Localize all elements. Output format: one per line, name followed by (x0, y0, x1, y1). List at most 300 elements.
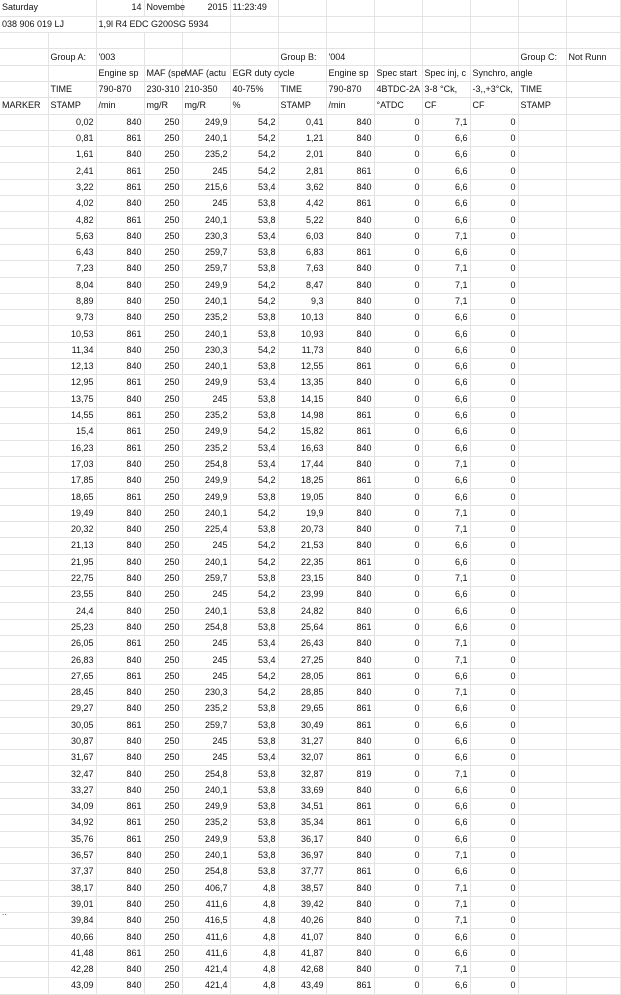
value-cell[interactable]: 4,02 (48, 196, 96, 212)
value-cell[interactable]: 53,4 (230, 179, 278, 195)
value-cell[interactable]: 861 (326, 244, 374, 260)
value-cell[interactable]: 41,07 (278, 929, 326, 945)
value-cell[interactable]: 250 (144, 962, 182, 978)
value-cell[interactable]: 17,03 (48, 456, 96, 472)
empty-cell[interactable] (518, 619, 566, 635)
empty-cell[interactable] (518, 424, 566, 440)
value-cell[interactable]: 0 (374, 196, 422, 212)
empty-cell[interactable] (0, 310, 48, 326)
value-cell[interactable]: 4,8 (230, 962, 278, 978)
empty-cell[interactable] (0, 163, 48, 179)
value-cell[interactable]: 53,8 (230, 391, 278, 407)
empty-cell[interactable] (566, 603, 620, 619)
value-cell[interactable]: 53,8 (230, 326, 278, 342)
value-cell[interactable]: 7,1 (422, 652, 470, 668)
value-cell[interactable]: 840 (326, 228, 374, 244)
empty-cell[interactable] (0, 750, 48, 766)
value-cell[interactable]: 840 (326, 636, 374, 652)
value-cell[interactable]: 240,1 (182, 847, 230, 863)
value-cell[interactable]: 12,95 (48, 375, 96, 391)
value-cell[interactable]: 861 (326, 750, 374, 766)
value-cell[interactable]: 250 (144, 750, 182, 766)
value-cell[interactable]: 840 (96, 505, 144, 521)
value-cell[interactable]: 240,1 (182, 326, 230, 342)
value-cell[interactable]: 0 (374, 489, 422, 505)
value-cell[interactable]: 0 (374, 847, 422, 863)
value-cell[interactable]: 53,4 (230, 375, 278, 391)
value-cell[interactable]: 7,1 (422, 522, 470, 538)
value-cell[interactable]: 861 (96, 831, 144, 847)
value-cell[interactable]: 53,8 (230, 733, 278, 749)
empty-cell[interactable] (566, 310, 620, 326)
empty-cell[interactable] (518, 359, 566, 375)
value-cell[interactable]: 7,1 (422, 880, 470, 896)
value-cell[interactable]: 2,01 (278, 147, 326, 163)
value-cell[interactable]: 840 (96, 147, 144, 163)
empty-cell[interactable] (0, 962, 48, 978)
value-cell[interactable]: 840 (96, 978, 144, 994)
value-cell[interactable]: 0 (374, 603, 422, 619)
value-cell[interactable]: 250 (144, 293, 182, 309)
value-cell[interactable]: 13,75 (48, 391, 96, 407)
empty-cell[interactable] (518, 130, 566, 146)
value-cell[interactable]: 33,69 (278, 782, 326, 798)
value-cell[interactable]: 39,84 (48, 913, 96, 929)
group-c-id[interactable]: Not Runn (566, 49, 620, 65)
value-cell[interactable]: 0 (470, 962, 518, 978)
value-cell[interactable]: 249,9 (182, 114, 230, 130)
value-cell[interactable]: 34,09 (48, 799, 96, 815)
empty-cell[interactable] (518, 342, 566, 358)
value-cell[interactable]: 840 (326, 962, 374, 978)
empty-cell[interactable] (566, 717, 620, 733)
value-cell[interactable]: 0 (374, 212, 422, 228)
part-number-cell[interactable]: 038 906 019 LJ (0, 16, 96, 32)
empty-cell[interactable] (0, 522, 48, 538)
value-cell[interactable]: 840 (96, 293, 144, 309)
empty-cell[interactable] (518, 489, 566, 505)
header-cell[interactable]: TIME (278, 81, 326, 97)
empty-cell[interactable] (518, 505, 566, 521)
value-cell[interactable]: 240,1 (182, 554, 230, 570)
empty-cell[interactable] (0, 473, 48, 489)
header-cell[interactable]: 790-870 (326, 81, 374, 97)
value-cell[interactable]: 7,1 (422, 456, 470, 472)
value-cell[interactable]: 840 (96, 554, 144, 570)
value-cell[interactable]: 27,25 (278, 652, 326, 668)
empty-cell[interactable] (566, 130, 620, 146)
value-cell[interactable]: 36,17 (278, 831, 326, 847)
value-cell[interactable]: 0 (470, 668, 518, 684)
value-cell[interactable]: 4,8 (230, 945, 278, 961)
empty-cell[interactable] (566, 326, 620, 342)
value-cell[interactable]: 861 (96, 440, 144, 456)
empty-cell[interactable] (566, 766, 620, 782)
empty-cell[interactable] (0, 228, 48, 244)
value-cell[interactable]: 31,27 (278, 733, 326, 749)
value-cell[interactable]: 840 (96, 570, 144, 586)
value-cell[interactable]: 0 (470, 978, 518, 994)
value-cell[interactable]: 0 (374, 701, 422, 717)
value-cell[interactable]: 840 (326, 310, 374, 326)
value-cell[interactable]: 12,55 (278, 359, 326, 375)
header-cell[interactable]: /min (96, 98, 144, 114)
value-cell[interactable]: 250 (144, 424, 182, 440)
value-cell[interactable]: 254,8 (182, 456, 230, 472)
value-cell[interactable]: 6,6 (422, 391, 470, 407)
value-cell[interactable]: 0 (470, 261, 518, 277)
value-cell[interactable]: 250 (144, 130, 182, 146)
value-cell[interactable]: 25,64 (278, 619, 326, 635)
empty-cell[interactable] (566, 799, 620, 815)
value-cell[interactable]: 53,8 (230, 489, 278, 505)
value-cell[interactable]: 54,2 (230, 473, 278, 489)
value-cell[interactable]: 245 (182, 652, 230, 668)
value-cell[interactable]: 53,8 (230, 261, 278, 277)
empty-cell[interactable] (566, 147, 620, 163)
value-cell[interactable]: 22,75 (48, 570, 96, 586)
empty-cell[interactable] (518, 978, 566, 994)
empty-cell[interactable] (566, 570, 620, 586)
empty-cell[interactable] (566, 750, 620, 766)
empty-cell[interactable] (518, 652, 566, 668)
value-cell[interactable]: 245 (182, 636, 230, 652)
empty-cell[interactable] (0, 538, 48, 554)
value-cell[interactable]: 250 (144, 179, 182, 195)
value-cell[interactable]: 840 (96, 619, 144, 635)
value-cell[interactable]: 42,28 (48, 962, 96, 978)
value-cell[interactable]: 43,09 (48, 978, 96, 994)
value-cell[interactable]: 254,8 (182, 766, 230, 782)
value-cell[interactable]: 0 (374, 978, 422, 994)
empty-cell[interactable] (566, 261, 620, 277)
empty-cell[interactable] (0, 668, 48, 684)
empty-cell[interactable] (518, 391, 566, 407)
header-cell[interactable]: STAMP (278, 98, 326, 114)
value-cell[interactable]: 19,05 (278, 489, 326, 505)
value-cell[interactable]: 0 (374, 228, 422, 244)
value-cell[interactable]: 6,6 (422, 359, 470, 375)
value-cell[interactable]: 41,48 (48, 945, 96, 961)
value-cell[interactable]: 18,25 (278, 473, 326, 489)
value-cell[interactable]: 250 (144, 766, 182, 782)
value-cell[interactable]: 840 (326, 456, 374, 472)
empty-cell[interactable] (0, 603, 48, 619)
value-cell[interactable]: 249,9 (182, 489, 230, 505)
empty-cell[interactable] (0, 440, 48, 456)
empty-cell[interactable] (518, 310, 566, 326)
value-cell[interactable]: 23,99 (278, 587, 326, 603)
value-cell[interactable]: 0 (374, 831, 422, 847)
empty-cell[interactable] (0, 212, 48, 228)
value-cell[interactable]: 250 (144, 196, 182, 212)
value-cell[interactable]: 235,2 (182, 701, 230, 717)
value-cell[interactable]: 21,95 (48, 554, 96, 570)
value-cell[interactable]: 235,2 (182, 147, 230, 163)
empty-cell[interactable] (518, 815, 566, 831)
value-cell[interactable]: 250 (144, 228, 182, 244)
empty-cell[interactable] (518, 228, 566, 244)
value-cell[interactable]: 0 (374, 424, 422, 440)
value-cell[interactable]: 259,7 (182, 261, 230, 277)
empty-cell[interactable] (566, 962, 620, 978)
value-cell[interactable]: 39,01 (48, 896, 96, 912)
value-cell[interactable]: 0 (470, 489, 518, 505)
value-cell[interactable]: 250 (144, 668, 182, 684)
value-cell[interactable]: 861 (96, 212, 144, 228)
value-cell[interactable]: 245 (182, 733, 230, 749)
value-cell[interactable]: 0 (470, 391, 518, 407)
empty-cell[interactable] (0, 244, 48, 260)
value-cell[interactable]: 2,41 (48, 163, 96, 179)
value-cell[interactable]: 0 (374, 342, 422, 358)
empty-cell[interactable] (0, 375, 48, 391)
value-cell[interactable]: 15,82 (278, 424, 326, 440)
value-cell[interactable]: 0 (374, 407, 422, 423)
value-cell[interactable]: 28,45 (48, 684, 96, 700)
value-cell[interactable]: 40,66 (48, 929, 96, 945)
header-cell[interactable]: 790-870 (96, 81, 144, 97)
empty-cell[interactable] (518, 114, 566, 130)
empty-cell[interactable] (0, 701, 48, 717)
value-cell[interactable]: 5,63 (48, 228, 96, 244)
value-cell[interactable]: 14,55 (48, 407, 96, 423)
empty-cell[interactable] (0, 456, 48, 472)
value-cell[interactable]: 7,1 (422, 766, 470, 782)
value-cell[interactable]: 0 (374, 163, 422, 179)
value-cell[interactable]: 250 (144, 945, 182, 961)
value-cell[interactable]: 0 (470, 179, 518, 195)
value-cell[interactable]: 53,8 (230, 864, 278, 880)
value-cell[interactable]: 53,8 (230, 407, 278, 423)
value-cell[interactable]: 0 (470, 587, 518, 603)
empty-cell[interactable] (518, 407, 566, 423)
value-cell[interactable]: 250 (144, 913, 182, 929)
value-cell[interactable]: 840 (326, 522, 374, 538)
value-cell[interactable]: 840 (326, 945, 374, 961)
value-cell[interactable]: 840 (96, 880, 144, 896)
value-cell[interactable]: 0 (374, 473, 422, 489)
empty-cell[interactable] (0, 554, 48, 570)
value-cell[interactable]: 0 (374, 945, 422, 961)
value-cell[interactable]: 0 (470, 733, 518, 749)
empty-cell[interactable] (518, 750, 566, 766)
value-cell[interactable]: 840 (326, 684, 374, 700)
value-cell[interactable]: 249,9 (182, 799, 230, 815)
value-cell[interactable]: 53,8 (230, 782, 278, 798)
value-cell[interactable]: 54,2 (230, 342, 278, 358)
value-cell[interactable]: 840 (96, 473, 144, 489)
empty-cell[interactable] (0, 261, 48, 277)
empty-cell[interactable] (566, 114, 620, 130)
value-cell[interactable]: 861 (326, 196, 374, 212)
empty-cell[interactable] (0, 864, 48, 880)
value-cell[interactable]: 250 (144, 717, 182, 733)
value-cell[interactable]: 20,73 (278, 522, 326, 538)
value-cell[interactable]: 840 (326, 831, 374, 847)
value-cell[interactable]: 11,34 (48, 342, 96, 358)
value-cell[interactable]: 235,2 (182, 407, 230, 423)
value-cell[interactable]: 32,47 (48, 766, 96, 782)
value-cell[interactable]: 416,5 (182, 913, 230, 929)
value-cell[interactable]: 840 (96, 538, 144, 554)
value-cell[interactable]: 861 (96, 179, 144, 195)
value-cell[interactable]: 250 (144, 342, 182, 358)
value-cell[interactable]: 235,2 (182, 815, 230, 831)
value-cell[interactable]: 53,8 (230, 196, 278, 212)
value-cell[interactable]: 250 (144, 652, 182, 668)
value-cell[interactable]: 250 (144, 587, 182, 603)
value-cell[interactable]: 250 (144, 619, 182, 635)
value-cell[interactable]: 54,2 (230, 684, 278, 700)
value-cell[interactable]: 53,8 (230, 212, 278, 228)
value-cell[interactable]: 250 (144, 456, 182, 472)
empty-cell[interactable] (0, 570, 48, 586)
empty-cell[interactable] (566, 831, 620, 847)
value-cell[interactable]: 861 (96, 945, 144, 961)
value-cell[interactable]: 250 (144, 440, 182, 456)
empty-cell[interactable] (566, 505, 620, 521)
value-cell[interactable]: 254,8 (182, 619, 230, 635)
value-cell[interactable]: 0 (374, 684, 422, 700)
value-cell[interactable]: 250 (144, 929, 182, 945)
value-cell[interactable]: 6,6 (422, 815, 470, 831)
value-cell[interactable]: 21,53 (278, 538, 326, 554)
value-cell[interactable]: 249,9 (182, 473, 230, 489)
value-cell[interactable]: 0 (470, 847, 518, 863)
value-cell[interactable]: 36,57 (48, 847, 96, 863)
value-cell[interactable]: 0 (470, 636, 518, 652)
empty-cell[interactable] (566, 391, 620, 407)
value-cell[interactable]: 54,2 (230, 505, 278, 521)
empty-cell[interactable] (0, 359, 48, 375)
value-cell[interactable]: 54,2 (230, 277, 278, 293)
empty-cell[interactable] (518, 945, 566, 961)
value-cell[interactable]: 840 (326, 538, 374, 554)
value-cell[interactable]: 53,8 (230, 359, 278, 375)
empty-cell[interactable] (566, 489, 620, 505)
value-cell[interactable]: 0 (470, 505, 518, 521)
empty-cell[interactable] (0, 342, 48, 358)
value-cell[interactable]: 250 (144, 147, 182, 163)
value-cell[interactable]: 250 (144, 244, 182, 260)
value-cell[interactable]: 0 (374, 359, 422, 375)
value-cell[interactable]: 53,8 (230, 603, 278, 619)
value-cell[interactable]: 259,7 (182, 570, 230, 586)
empty-cell[interactable] (0, 831, 48, 847)
value-cell[interactable]: 0 (470, 538, 518, 554)
value-cell[interactable]: 6,6 (422, 147, 470, 163)
value-cell[interactable]: 840 (326, 652, 374, 668)
value-cell[interactable]: 861 (326, 554, 374, 570)
value-cell[interactable]: 37,37 (48, 864, 96, 880)
header-cell[interactable] (0, 65, 48, 81)
empty-cell[interactable] (566, 636, 620, 652)
value-cell[interactable]: 0 (374, 114, 422, 130)
value-cell[interactable]: 53,8 (230, 619, 278, 635)
value-cell[interactable]: 254,8 (182, 864, 230, 880)
value-cell[interactable]: 32,07 (278, 750, 326, 766)
header-cell[interactable]: Engine sp (96, 65, 144, 81)
value-cell[interactable]: 53,4 (230, 750, 278, 766)
value-cell[interactable]: 7,1 (422, 962, 470, 978)
value-cell[interactable]: 215,6 (182, 179, 230, 195)
value-cell[interactable]: 421,4 (182, 978, 230, 994)
value-cell[interactable]: 21,13 (48, 538, 96, 554)
empty-cell[interactable] (0, 652, 48, 668)
value-cell[interactable]: 250 (144, 359, 182, 375)
value-cell[interactable]: 0 (470, 896, 518, 912)
empty-cell[interactable] (518, 831, 566, 847)
header-cell[interactable]: TIME (518, 81, 566, 97)
value-cell[interactable]: 0 (374, 717, 422, 733)
value-cell[interactable]: 6,6 (422, 440, 470, 456)
header-cell[interactable]: 3-8 °Ck, (422, 81, 470, 97)
value-cell[interactable]: 250 (144, 391, 182, 407)
value-cell[interactable]: 840 (326, 179, 374, 195)
header-cell[interactable]: 40-75% (230, 81, 278, 97)
empty-cell[interactable] (0, 636, 48, 652)
empty-cell[interactable] (0, 114, 48, 130)
value-cell[interactable]: 250 (144, 603, 182, 619)
value-cell[interactable]: 861 (96, 424, 144, 440)
value-cell[interactable]: 17,85 (48, 473, 96, 489)
value-cell[interactable]: 840 (326, 130, 374, 146)
value-cell[interactable]: 0 (470, 652, 518, 668)
empty-cell[interactable] (518, 293, 566, 309)
value-cell[interactable]: 6,6 (422, 130, 470, 146)
empty-cell[interactable] (566, 277, 620, 293)
value-cell[interactable]: 0 (374, 456, 422, 472)
value-cell[interactable]: 26,43 (278, 636, 326, 652)
value-cell[interactable]: 0 (470, 130, 518, 146)
empty-cell[interactable] (518, 799, 566, 815)
value-cell[interactable]: 53,8 (230, 847, 278, 863)
empty-cell[interactable] (0, 945, 48, 961)
header-cell[interactable] (566, 65, 620, 81)
value-cell[interactable]: 10,53 (48, 326, 96, 342)
value-cell[interactable]: 0 (374, 277, 422, 293)
value-cell[interactable]: 250 (144, 505, 182, 521)
value-cell[interactable]: 32,87 (278, 766, 326, 782)
value-cell[interactable]: 14,15 (278, 391, 326, 407)
value-cell[interactable]: 840 (326, 277, 374, 293)
value-cell[interactable]: 840 (96, 684, 144, 700)
value-cell[interactable]: 0 (374, 310, 422, 326)
value-cell[interactable]: 30,49 (278, 717, 326, 733)
value-cell[interactable]: 6,6 (422, 310, 470, 326)
value-cell[interactable]: 840 (326, 293, 374, 309)
value-cell[interactable]: 840 (96, 196, 144, 212)
value-cell[interactable]: 240,1 (182, 603, 230, 619)
header-cell[interactable]: STAMP (518, 98, 566, 114)
value-cell[interactable]: 43,49 (278, 978, 326, 994)
empty-cell[interactable] (0, 929, 48, 945)
empty-cell[interactable] (0, 505, 48, 521)
value-cell[interactable]: 0,41 (278, 114, 326, 130)
value-cell[interactable]: 6,6 (422, 375, 470, 391)
value-cell[interactable]: 840 (96, 261, 144, 277)
value-cell[interactable]: 0 (470, 945, 518, 961)
empty-cell[interactable] (518, 375, 566, 391)
value-cell[interactable]: 0 (470, 522, 518, 538)
value-cell[interactable]: 840 (326, 896, 374, 912)
value-cell[interactable]: 0 (374, 587, 422, 603)
value-cell[interactable]: 6,6 (422, 750, 470, 766)
value-cell[interactable]: 861 (326, 424, 374, 440)
empty-cell[interactable] (0, 196, 48, 212)
value-cell[interactable]: 861 (326, 864, 374, 880)
